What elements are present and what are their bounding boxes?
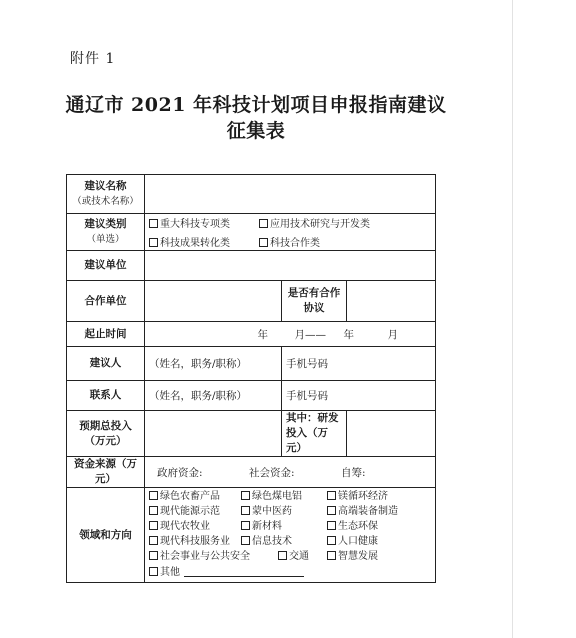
cooperation-unit-field[interactable] bbox=[145, 281, 282, 322]
period-month-1: 月—— bbox=[294, 328, 326, 341]
checkbox-icon bbox=[149, 491, 158, 500]
checkbox-icon bbox=[149, 238, 158, 247]
checkbox-icon bbox=[149, 536, 158, 545]
suggester-phone-label: 手机号码 bbox=[286, 358, 328, 370]
checkbox-icon bbox=[149, 506, 158, 515]
agreement-field[interactable] bbox=[347, 281, 436, 322]
checkbox-icon bbox=[327, 491, 336, 500]
checkbox-icon bbox=[149, 551, 158, 560]
funding-field[interactable] bbox=[145, 457, 436, 488]
type-option-cooperation[interactable]: 科技合作类 bbox=[259, 234, 431, 249]
field-option[interactable]: 信息技术 bbox=[241, 536, 327, 548]
row-suggestion-unit bbox=[67, 251, 436, 281]
period-field[interactable] bbox=[145, 322, 436, 347]
funding-social: 社会资金: bbox=[249, 466, 295, 479]
period-label: 起止时间 bbox=[67, 322, 145, 347]
page-title bbox=[0, 92, 512, 144]
field-option[interactable]: 镁循环经济 bbox=[327, 491, 431, 503]
field-option[interactable]: 绿色煤电铝 bbox=[241, 491, 327, 503]
field-option[interactable]: 新材料 bbox=[241, 521, 327, 533]
agreement-label: 是否有合作协议 bbox=[282, 281, 347, 322]
period-month-2: 月 bbox=[387, 328, 398, 341]
checkbox-icon bbox=[241, 506, 250, 515]
investment-label: 预期总投入（万元） bbox=[67, 411, 145, 457]
field-option-other[interactable]: 其他 bbox=[149, 566, 327, 579]
suggestion-type-label: 建议类别 bbox=[84, 218, 127, 230]
suggester-label: 建议人 bbox=[67, 347, 145, 381]
checkbox-icon bbox=[149, 219, 158, 228]
suggestion-name-label-cell bbox=[67, 175, 145, 214]
row-cooperation-unit bbox=[67, 281, 436, 322]
row-period bbox=[67, 322, 436, 347]
funding-label: 资金来源（万元） bbox=[67, 457, 145, 488]
checkbox-icon bbox=[259, 238, 268, 247]
suggestion-name-label: 建议名称 bbox=[84, 180, 127, 192]
rd-investment-field[interactable] bbox=[347, 411, 436, 457]
suggestion-type-label-cell bbox=[67, 214, 145, 251]
attachment-label: 附件 1 bbox=[70, 51, 116, 67]
fields-options bbox=[145, 488, 436, 583]
field-option[interactable]: 现代能源示范 bbox=[149, 506, 241, 518]
suggester-phone-field[interactable] bbox=[282, 347, 436, 381]
contact-phone-field[interactable] bbox=[282, 381, 436, 411]
checkbox-icon bbox=[327, 536, 336, 545]
checkbox-icon bbox=[149, 521, 158, 530]
fields-label: 领域和方向 bbox=[67, 488, 145, 583]
suggestion-unit-field[interactable] bbox=[145, 251, 436, 281]
checkbox-icon bbox=[241, 521, 250, 530]
other-input-line[interactable] bbox=[184, 566, 304, 577]
type-option-applied-research[interactable]: 应用技术研究与开发类 bbox=[259, 215, 431, 230]
checkbox-icon bbox=[149, 567, 158, 576]
funding-gov: 政府资金: bbox=[157, 466, 203, 479]
row-investment bbox=[67, 411, 436, 457]
cooperation-unit-label: 合作单位 bbox=[67, 281, 145, 322]
period-year-1: 年 bbox=[257, 328, 268, 341]
period-year-2: 年 bbox=[343, 328, 354, 341]
checkbox-icon bbox=[327, 521, 336, 530]
contact-label: 联系人 bbox=[67, 381, 145, 411]
suggestion-type-sublabel: （单选） bbox=[86, 234, 125, 245]
checkbox-icon bbox=[327, 551, 336, 560]
type-option-transfer[interactable]: 科技成果转化类 bbox=[149, 234, 259, 249]
rd-investment-label: 其中：研发投入（万元） bbox=[282, 411, 347, 457]
suggester-field[interactable]: （姓名，职务/职称） bbox=[145, 347, 282, 381]
suggestion-unit-label: 建议单位 bbox=[67, 251, 145, 281]
suggestion-form-table bbox=[66, 174, 436, 583]
row-fields bbox=[67, 488, 436, 583]
checkbox-icon bbox=[241, 536, 250, 545]
field-option[interactable]: 绿色农畜产品 bbox=[149, 491, 241, 503]
suggestion-type-options bbox=[145, 214, 436, 251]
field-option[interactable]: 高端装备制造 bbox=[327, 506, 431, 518]
checkbox-icon bbox=[259, 219, 268, 228]
contact-phone-label: 手机号码 bbox=[286, 390, 328, 402]
investment-field[interactable] bbox=[145, 411, 282, 457]
field-option[interactable]: 生态环保 bbox=[327, 521, 431, 533]
title-line-2: 征集表 bbox=[226, 120, 286, 142]
row-contact bbox=[67, 381, 436, 411]
checkbox-icon bbox=[278, 551, 287, 560]
field-option[interactable]: 现代科技服务业 bbox=[149, 536, 241, 548]
field-option[interactable]: 智慧发展 bbox=[327, 551, 431, 563]
title-line-1: 通辽市 2021 年科技计划项目申报指南建议 bbox=[65, 94, 447, 116]
type-option-major[interactable]: 重大科技专项类 bbox=[149, 215, 259, 230]
row-suggester bbox=[67, 347, 436, 381]
suggestion-name-field[interactable] bbox=[145, 175, 436, 214]
field-option[interactable]: 现代农牧业 bbox=[149, 521, 241, 533]
checkbox-icon bbox=[241, 491, 250, 500]
field-option[interactable]: 人口健康 bbox=[327, 536, 431, 548]
funding-self: 自筹: bbox=[341, 466, 366, 479]
field-option[interactable]: 蒙中医药 bbox=[241, 506, 327, 518]
row-funding bbox=[67, 457, 436, 488]
checkbox-icon bbox=[327, 506, 336, 515]
field-option[interactable]: 社会事业与公共安全 交通 bbox=[149, 551, 327, 563]
contact-field[interactable]: （姓名，职务/职称） bbox=[145, 381, 282, 411]
row-suggestion-name bbox=[67, 175, 436, 214]
row-suggestion-type bbox=[67, 214, 436, 251]
suggestion-name-sublabel: （或技术名称） bbox=[72, 196, 139, 207]
